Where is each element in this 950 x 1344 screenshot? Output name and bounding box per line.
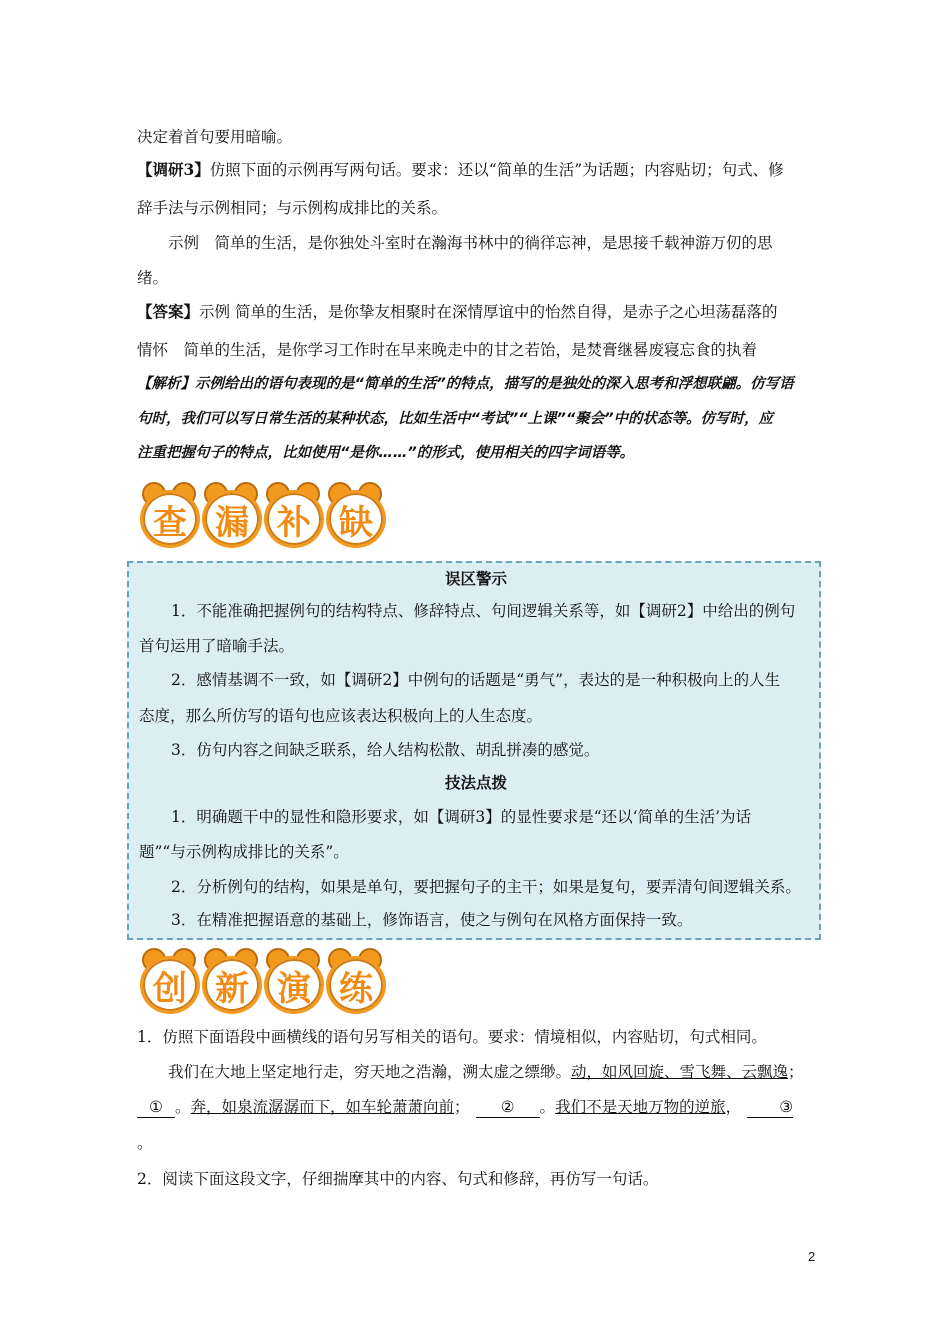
box-title-mistakes: 误区警示 [444,570,507,588]
underlined-sentence: 动，如风回旋、雪飞舞、云飘逸 [571,1063,789,1081]
mistake-2-cont: 态度，那么所仿写的语句也应该表达积极向上的人生态度。 [139,707,543,725]
banner-badge: 查 [140,488,198,546]
analysis-tag: 【解析】 [137,376,195,392]
banner-badge: 演 [264,954,322,1012]
mistake-3: 3．仿句内容之间缺乏联系，给人结构松散、胡乱拼凑的感觉。 [171,741,600,759]
banner-badge: 新 [202,954,260,1012]
question-3 [137,160,784,180]
exercise-1: 1．仿照下面语段中画横线的语句另写相关的语句。要求：情境相似，内容贴切，句式相同。 [137,1028,767,1046]
question-3-line2: 辞手法与示例相同；与示例构成排比的关系。 [137,199,448,217]
box-title-techniques: 技法点拨 [444,774,507,792]
blank-3[interactable]: ③ [747,1097,793,1118]
section-banner-chaloubuque [140,484,384,548]
tips-box [127,561,821,940]
technique-2: 2．分析例句的结构，如果是单句，要把握句子的主干；如果是复句，要弄清句间逻辑关系。 [171,878,801,896]
banner-badge: 漏 [202,488,260,546]
question-3-tag: 【调研3】 [137,160,210,179]
banner-badge: 创 [140,954,198,1012]
exercise-1-passage-line2: ① 。奔，如泉流潺潺而下，如车轮萧萧向前； ② 。我们不是天地万物的逆旅， ③ [137,1097,793,1118]
blank-1[interactable]: ① [137,1097,175,1118]
analysis-line1: 示例给出的语句表现的是“简单的生活”的特点，描写的是独处的深入思考和浮想联翩。仿写语 [195,376,794,392]
blank-2[interactable]: ② [476,1097,540,1118]
technique-1: 1．明确题干中的显性和隐形要求，如【调研3】的显性要求是“还以‘简单的生活’为话 [171,808,752,826]
underlined-sentence: 奔，如泉流潺潺而下，如车轮萧萧向前 [190,1098,455,1116]
banner-badge: 补 [264,488,322,546]
paragraph-continuation: 决定着首句要用暗喻。 [137,128,293,146]
answer-line1: 示例 简单的生活，是你挚友相聚时在深情厚谊中的怡然自得，是赤子之心坦荡磊落的 [199,303,778,321]
page-number: 2 [808,1249,816,1264]
mistake-2: 2．感情基调不一致，如【调研2】中例句的话题是“勇气”，表达的是一种积极向上的人生 [171,671,781,689]
technique-1-cont: 题”“与示例构成排比的关系”。 [139,843,349,861]
analysis-line2: 句时，我们可以写日常生活的某种状态，比如生活中“考试”“上课”“聚会”中的状态等。仿写时，应 [137,411,774,427]
section-banner-chuangxinyanlian [140,950,384,1014]
mistake-1-cont: 首句运用了暗喻手法。 [139,637,295,655]
answer-line2: 情怀 简单的生活，是你学习工作时在早来晚走中的甘之若饴，是焚膏继晷废寝忘食的执着 [137,341,758,359]
question-3-text: 仿照下面的示例再写两句话。要求：还以“简单的生活”为话题；内容贴切；句式、修 [209,161,784,179]
analysis [137,374,794,394]
underlined-sentence: 我们不是天地万物的逆旅 [555,1098,726,1116]
analysis-line3: 注重把握句子的特点，比如使用“是你……”的形式，使用相关的四字词语等。 [137,445,635,461]
mistake-1: 1．不能准确把握例句的结构特点、修辞特点、句间逻辑关系等，如【调研2】中给出的例句 [171,602,796,620]
exercise-1-passage-line3: 。 [137,1134,153,1152]
banner-badge: 练 [326,954,384,1012]
answer-tag: 【答案】 [137,302,200,321]
example-line2: 绪。 [137,269,169,287]
example-line1: 示例 简单的生活，是你独处斗室时在瀚海书林中的徜徉忘神，是思接千载神游万仞的思 [168,234,773,252]
answer [137,302,777,322]
banner-badge: 缺 [326,488,384,546]
exercise-1-passage-line1: 我们在大地上坚定地行走，穷天地之浩瀚，溯太虚之缥缈。动，如风回旋、雪飞舞、云飘逸； [168,1063,804,1081]
technique-3: 3．在精准把握语意的基础上，修饰语言，使之与例句在风格方面保持一致。 [171,911,693,929]
exercise-2: 2．阅读下面这段文字，仔细揣摩其中的内容、句式和修辞，再仿写一句话。 [137,1170,659,1188]
